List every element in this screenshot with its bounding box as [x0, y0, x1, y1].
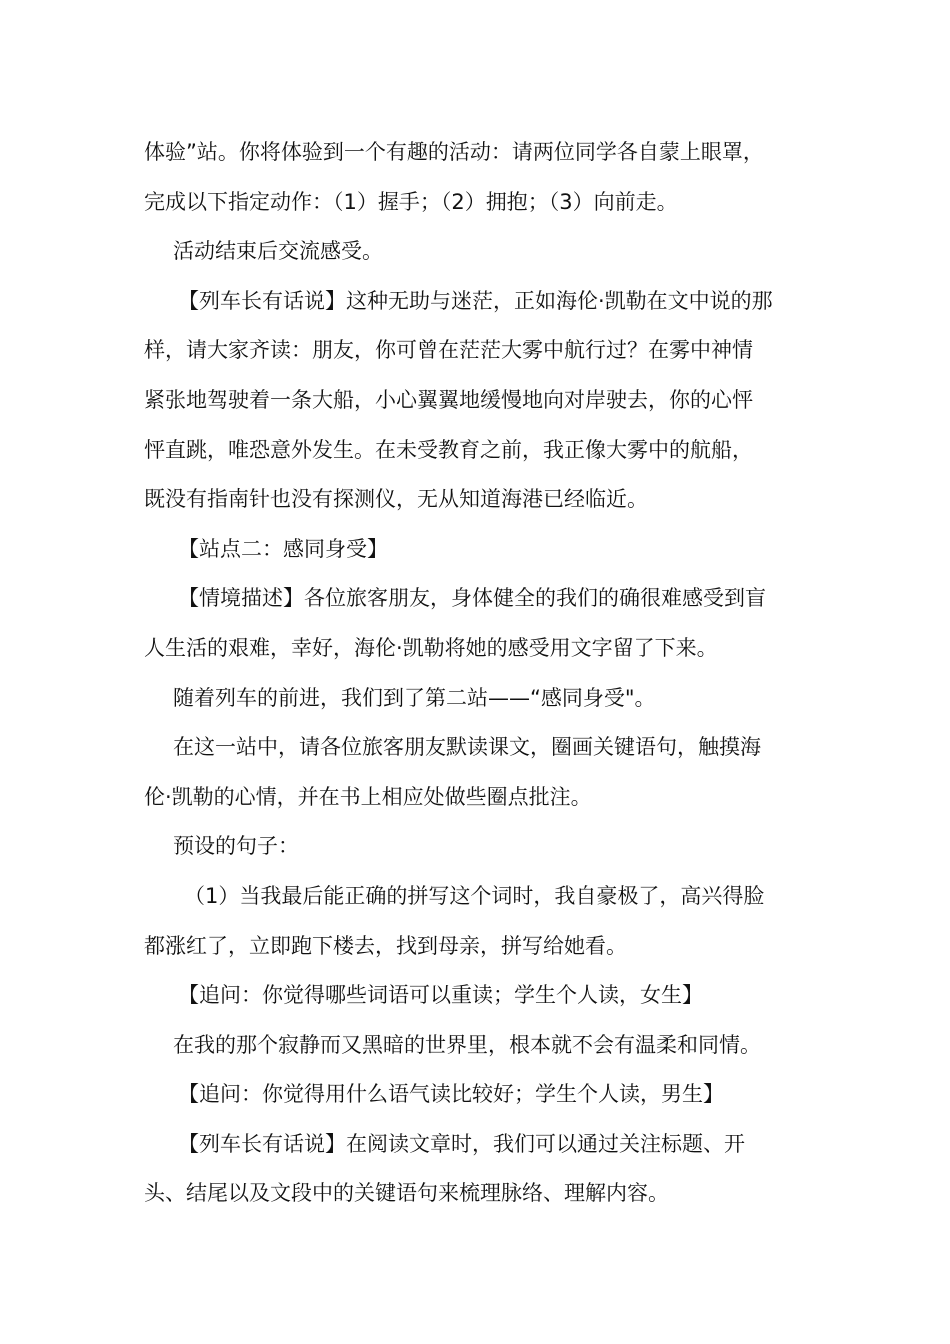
text-line: 【列车长有话说】这种无助与迷茫，正如海伦·凯勒在文中说的那 [178, 288, 773, 313]
text-line: 人生活的艰难，幸好，海伦·凯勒将她的感受用文字留了下来。 [144, 635, 718, 660]
text-line: 体验”站。你将体验到一个有趣的活动：请两位同学各自蒙上眼罩， [144, 140, 764, 164]
text-line: 在我的那个寂静而又黑暗的世界里，根本就不会有温柔和同情。 [173, 1032, 761, 1057]
text-line: 在这一站中，请各位旅客朋友默读课文，圈画关键语句，触摸海 [173, 735, 761, 760]
document-body [144, 128, 810, 1219]
text-line: 【列车长有话说】在阅读文章时，我们可以通过关注标题、开 [178, 1131, 745, 1156]
text-line: 既没有指南针也没有探测仪，无从知道海港已经临近。 [144, 487, 648, 512]
text-line: 【追问：你觉得用什么语气读比较好；学生个人读，男生】 [178, 1082, 724, 1107]
text-line: 随着列车的前进，我们到了第二站——“感同身受"。 [173, 685, 656, 710]
text-line: 【情境描述】各位旅客朋友，身体健全的我们的确很难感受到盲 [178, 586, 766, 611]
text-line: 样，请大家齐读：朋友，你可曾在茫茫大雾中航行过？在雾中神情 [144, 338, 753, 363]
text-line: 预设的句子： [173, 834, 299, 859]
text-line: 完成以下指定动作：（1）握手；（2）拥抱；（3）向前走。 [144, 189, 678, 214]
text-line: 【追问：你觉得哪些词语可以重读；学生个人读，女生】 [178, 983, 703, 1008]
text-line: 紧张地驾驶着一条大船，小心翼翼地缓慢地向对岸驶去，你的心怦 [144, 387, 753, 412]
text-line: 都涨红了，立即跑下楼去，找到母亲，拼写给她看。 [144, 933, 627, 958]
text-line: 头、结尾以及文段中的关键语句来梳理脉络、理解内容。 [144, 1181, 669, 1206]
text-line: 活动结束后交流感受。 [173, 239, 383, 264]
text-line: （1）当我最后能正确的拼写这个词时，我自豪极了，高兴得脸 [184, 883, 765, 908]
section-heading: 【站点二：感同身受】 [178, 536, 388, 561]
text-line: 伦·凯勒的心情，并在书上相应处做些圈点批注。 [144, 784, 592, 809]
text-line: 怦直跳，唯恐意外发生。在未受教育之前，我正像大雾中的航船， [144, 437, 753, 462]
